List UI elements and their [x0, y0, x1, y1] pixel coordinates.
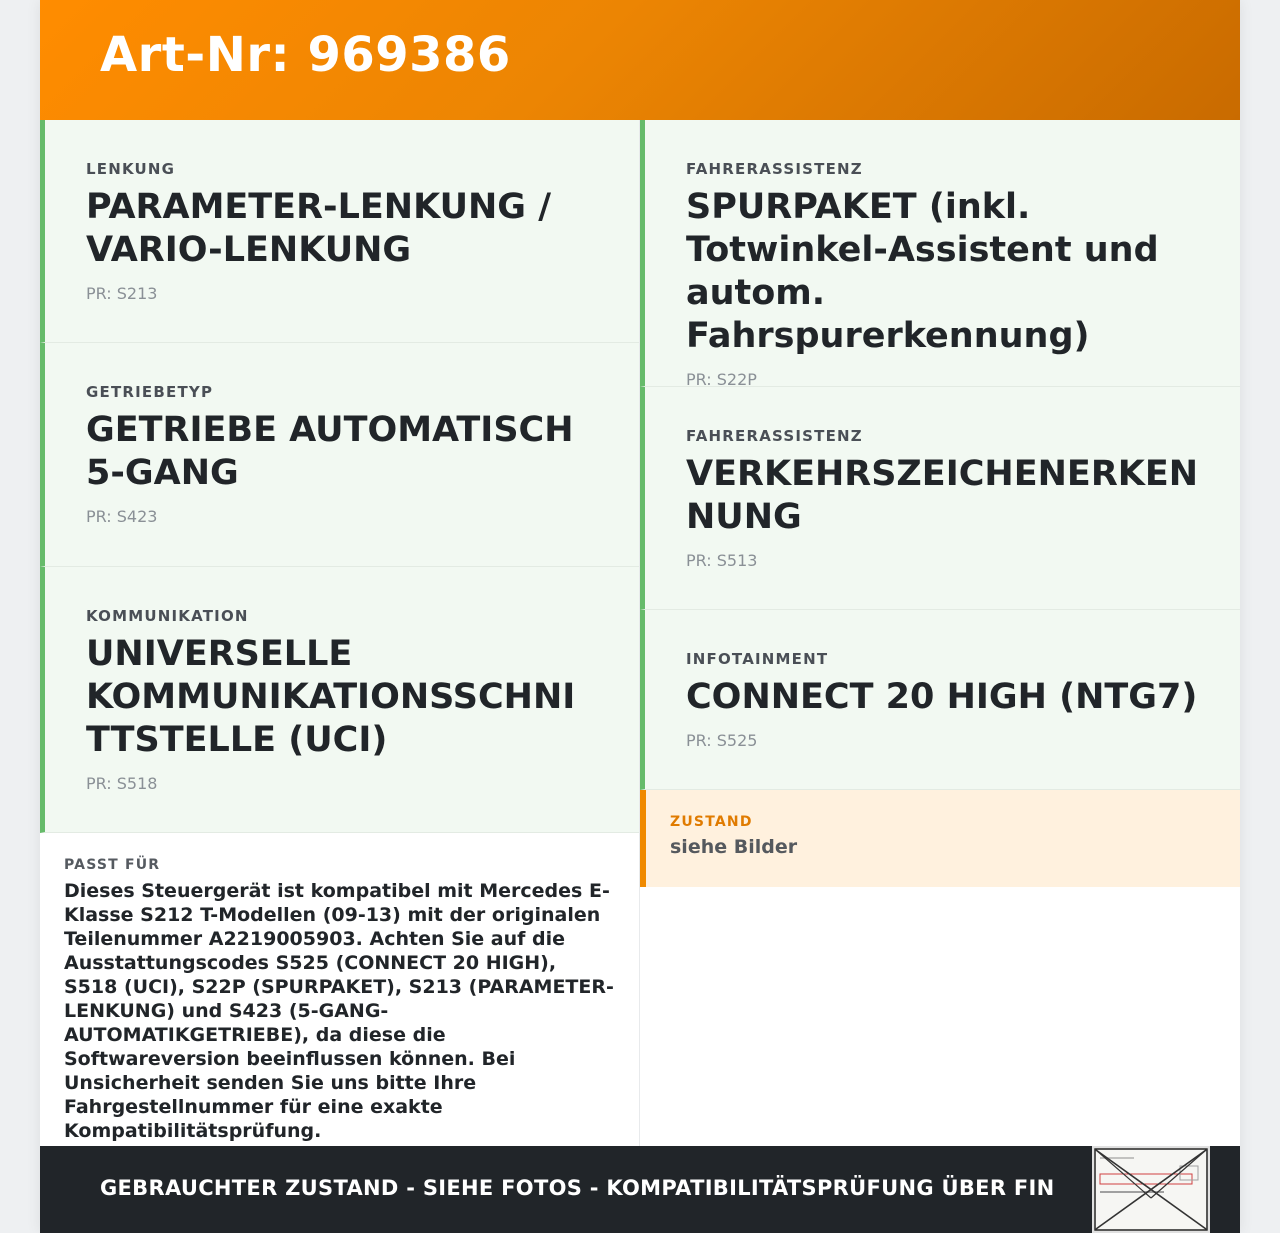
product-card — [40, 0, 1240, 1233]
feature-pr-code: PR: S525 — [686, 731, 758, 750]
feature-category: FAHRERASSISTENZ — [686, 427, 863, 445]
feature-card-kommunikation — [40, 567, 639, 833]
right-column — [640, 120, 1240, 1146]
feature-title: SPURPAKET (inkl. Totwinkel-Assistent und autom. Fahrspurerkennung) — [686, 187, 1159, 356]
footer-bar — [40, 1146, 1240, 1233]
condition-value: siehe Bilder — [670, 836, 798, 858]
compatibility-text: Dieses Steuergerät ist kompatibel mit Mercedes E-Klasse S212 T-Modellen (09-13) mit der originalen Teilenummer A2219005903. Achten Sie auf die Ausstattungscodes S525 (CONNECT 20 HIGH), S518 (UCI), S22P (SPURPAKET), S213 (PARAMETER-LENKUNG) und S423 (5-GANG-AUTOMATIKGETRIEBE), da diese die Softwareversion beeinflussen können. Bei Unsicherheit senden Sie uns bitte Ihre Fahrgestellnummer für eine exakte Kompatibilitätsprüfung. — [64, 880, 614, 1142]
feature-pr-code: PR: S423 — [86, 507, 158, 526]
feature-category: GETRIEBETYP — [86, 383, 214, 401]
feature-pr-code: PR: S22P — [686, 370, 757, 389]
condition-box — [640, 790, 1240, 887]
feature-card-verkehrszeichen — [640, 387, 1240, 610]
feature-category: INFOTAINMENT — [686, 650, 829, 668]
feature-pr-code: PR: S518 — [86, 774, 158, 793]
feature-category: KOMMUNIKATION — [86, 607, 249, 625]
compatibility-label: PASST FÜR — [64, 857, 161, 873]
condition-label: ZUSTAND — [670, 814, 753, 830]
left-column — [40, 120, 640, 1146]
feature-card-getriebe — [40, 343, 639, 567]
compatibility-section — [40, 833, 639, 1143]
article-number-title: Art-Nr: 969386 — [100, 27, 511, 83]
feature-title: VERKEHRSZEICHENERKENNUNG — [686, 454, 1199, 537]
feature-title: PARAMETER-LENKUNG / VARIO-LENKUNG — [86, 187, 551, 270]
feature-grid — [40, 120, 1240, 1146]
footer-text: GEBRAUCHTER ZUSTAND - SIEHE FOTOS - KOMPATIBILITÄTSPRÜFUNG ÜBER FIN — [100, 1175, 1055, 1200]
feature-card-lenkung — [40, 120, 639, 343]
feature-title: CONNECT 20 HIGH (NTG7) — [686, 677, 1198, 717]
feature-card-spurpaket — [640, 120, 1240, 387]
feature-title: GETRIEBE AUTOMATISCH 5-GANG — [86, 410, 574, 493]
feature-title: UNIVERSELLE KOMMUNIKATIONSSCHNITTSTELLE (UCI) — [86, 634, 576, 760]
header-bar — [40, 0, 1240, 120]
product-photo-thumbnail[interactable] — [1092, 1146, 1210, 1233]
feature-category: LENKUNG — [86, 160, 176, 178]
feature-category: FAHRERASSISTENZ — [686, 160, 863, 178]
feature-card-infotainment — [640, 610, 1240, 790]
feature-pr-code: PR: S213 — [86, 284, 158, 303]
label-photo-icon — [1094, 1148, 1208, 1231]
feature-pr-code: PR: S513 — [686, 551, 758, 570]
